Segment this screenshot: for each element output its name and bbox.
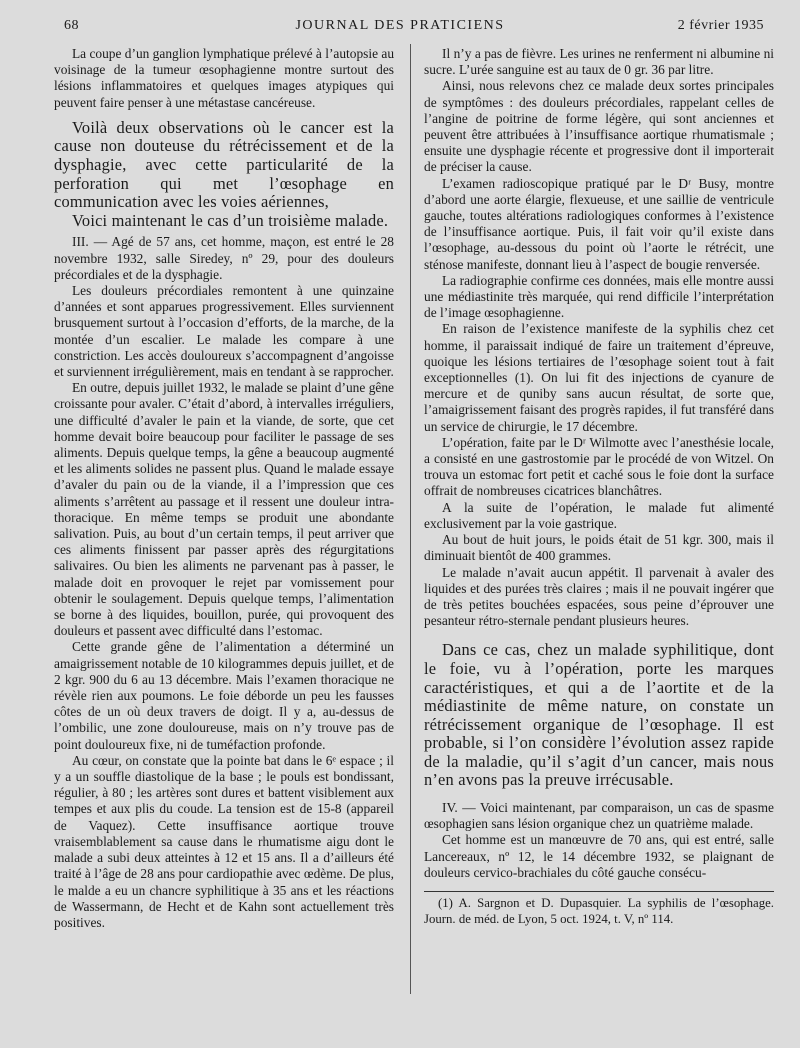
issue-date: 2 février 1935 — [677, 18, 764, 33]
left-column — [54, 46, 394, 931]
paragraph: En outre, depuis juillet 1932, le malade se plaint d’une gêne croissante pour avaler. C’était d’abord, à intervalles irréguliers, une difficulté d’avaler le pain et la viande, de sorte, que cet homme devait boire beaucoup pour faciliter le passage de ses aliments. Depuis quelque temps, la gêne a beaucoup augmenté et les aliments solides ne passent plus. Quand le malade essaye d’avaler du pain ou de la viande, il a l’impression que ces aliments s’arrêtent au passage et il ressent une douleur intra-thoracique. En même temps se produit une abondante salivation. Puis, au bout d’un certain temps, il peut arriver que ces aliments finissent par passer après des régurgitations salivaires. Ou bien les aliments ne parvenant pas à passer, le malade doit en provoquer le rejet par vomissement pour obtenir le soulagement. Depuis quelque temps, l’alimentation se borne à des liquides, bouillon, purée, qui provoquent des douleurs et passent avec difficulté dans l’estomac. — [54, 380, 394, 639]
page-header — [0, 14, 800, 38]
paragraph: L’examen radioscopique pratiqué par le Dʳ Busy, montre d’abord une aorte élargie, flexueuse, et une saillie de ventricule gauche, toutes altérations radiologiques conformes à l’existence de l’insuffisance aortique. Puis, il fait voir qu’il existe dans l’œsophage, au-dessous du point où l’aorte le rétrécit, une sténose manifeste, donnant lieu à l’aspect de bougie renversée. — [424, 175, 774, 272]
column-divider — [410, 44, 411, 994]
footnote — [424, 896, 774, 927]
paragraph: Les douleurs précordiales remontent à une quinzaine d’années et sont apparues progressivement. Elles surviennent brusquement surtout à l’occasion d’efforts, de la marche, de la montée d’un escalier. Le malade les compare à une constriction. Les accès douloureux s’accompagnent d’angoisse et surviennent irrégulièrement, mais en tendant à se rapprocher. — [54, 282, 394, 379]
paragraph: Ainsi, nous relevons chez ce malade deux sortes principales de symptômes : des douleurs précordiales, rappelant celles de l’angine de poitrine de forme légère, qui sont anciennes et peuvent être attribuées à l’insuffisance aortique rhumatismale ; ensuite une dysphagie récente et progressive dont il importerait de préciser la cause. — [424, 78, 774, 175]
page-number: 68 — [64, 18, 79, 33]
paragraph: Il n’y a pas de fièvre. Les urines ne renferment ni albumine ni sucre. L’urée sanguine est au taux de 0 gr. 36 par litre. — [424, 46, 774, 78]
paragraph: Au cœur, on constate que la pointe bat dans le 6ᵉ espace ; il y a un souffle diastolique de la base ; le pouls est bondissant, régulier, à 80 ; les artères sont dures et battent visiblement aux tempes et aux plis du coude. La tension est de 15-8 (appareil de Vaquez). Cette insuffisance aortique trouve vraisemblablement sa cause dans le rhumatisme aigu dont le malade a subi deux atteintes à 12 et 15 ans. Il a d’ailleurs été traité à l’âge de 28 ans pour cardiopathie avec œdème. De plus, le malde a eu un chancre syphilitique à 35 ans et les réactions de Wassermann, de Hecht et de Kahn sont actuellement très positives. — [54, 752, 394, 930]
case-heading-paragraph: III. — Agé de 57 ans, cet homme, maçon, est entré le 28 novembre 1932, salle Siredey, nº 29, pour des douleurs précordiales et de la dysphagie. — [54, 234, 394, 282]
commentary-paragraph: Voici maintenant le cas d’un troisième malade. — [72, 210, 389, 230]
right-column — [424, 46, 774, 927]
footnote-text: (1) A. Sargnon et D. Dupasquier. La syphilis de l’œsophage. Journ. de méd. de Lyon, 5 oct. 1924, t. V, nº 114. — [424, 896, 774, 926]
footnote-rule — [424, 891, 774, 892]
paragraph: A la suite de l’opération, le malade fut alimenté exclusivement par la voie gastrique. — [424, 499, 774, 531]
paragraph: Au bout de huit jours, le poids était de 51 kgr. 300, mais il diminuait bientôt de 400 grammes. — [424, 532, 774, 564]
paragraph: Cet homme est un manœuvre de 70 ans, qui est entré, salle Lancereaux, nº 12, le 14 décembre 1932, se plaignant de douleurs cervico-brachiales du côté gauche consécu- — [424, 832, 774, 880]
commentary-paragraph: Voilà deux observations où le cancer est la cause non douteuse du rétrécissement et de la dysphagie, avec cette particularité de la perforation qui met l’œsophage en communication avec les voies aériennes, — [54, 117, 394, 212]
paragraph: L’opération, faite par le Dʳ Wilmotte avec l’anesthésie locale, a consisté en une gastrostomie par le procédé de von Witzel. On trouva un estomac fort petit et caché sous le foie dont la surface offrait de nombreuses cicatrices blanchâtres. — [424, 434, 774, 499]
case-heading-paragraph: IV. — Voici maintenant, par comparaison, un cas de spasme œsophagien sans lésion organique chez un quatrième malade. — [424, 800, 774, 832]
paragraph: Cette grande gêne de l’alimentation a déterminé un amaigrissement notable de 10 kilogrammes depuis juillet, et de 2 kgr. 900 du 6 au 13 décembre. Mais l’examen thoracique ne révèle rien aux poumons. Le foie déborde un peu les fausses côtes de un où deux travers de doigt. Il y a, au-dessus de l’ombilic, une zone douloureuse, mais on n’y trouve pas de point douloureux fixe, ni de tuméfaction profonde. — [54, 639, 394, 752]
paragraph: Le malade n’avait aucun appétit. Il parvenait à avaler des liquides et des purées très claires ; mais il ne pouvait ingérer que de très petites bouchées espacées, sous peine d’éprouver une pesanteur rétro-sternale pendant plusieurs heures. — [424, 564, 774, 629]
journal-title: JOURNAL DES PRATICIENS — [295, 18, 505, 33]
commentary-paragraph: Dans ce cas, chez un malade syphilitique, dont le foie, vu à l’opération, porte les marques caractéristiques, et qui a de l’aortite et de la médiastinite de même nature, on constate un rétrécissement organique de l’œsophage. Il est probable, si l’on considère l’évolution assez rapide de la maladie, qu’il s’agit d’un cancer, mais nous n’en avons pas la preuve irrécusable. — [424, 640, 774, 790]
paragraph: La radiographie confirme ces données, mais elle montre aussi une médiastinite très marquée, qui rend difficile l’interprétation de l’image œsophagienne. — [424, 272, 774, 321]
paragraph: En raison de l’existence manifeste de la syphilis chez cet homme, il paraissait indiqué de faire un traitement d’épreuve, quoique les lésions tertiaires de l’œsophage soient tout à fait exceptionnelles (1). On lui fit des injections de cyanure de mercure et de quniby sans aucun résultat, de sorte que, l’amaigrissement faisant des progrès rapides, il fut transféré dans un service de chirurgie, le 17 décembre. — [424, 321, 774, 434]
paragraph: La coupe d’un ganglion lymphatique prélevé à l’autopsie au voisinage de la tumeur œsophagienne montre surtout des lésions inflammatoires et quelques images atypiques qui peuvent faire penser à une métastase cancéreuse. — [54, 46, 395, 110]
